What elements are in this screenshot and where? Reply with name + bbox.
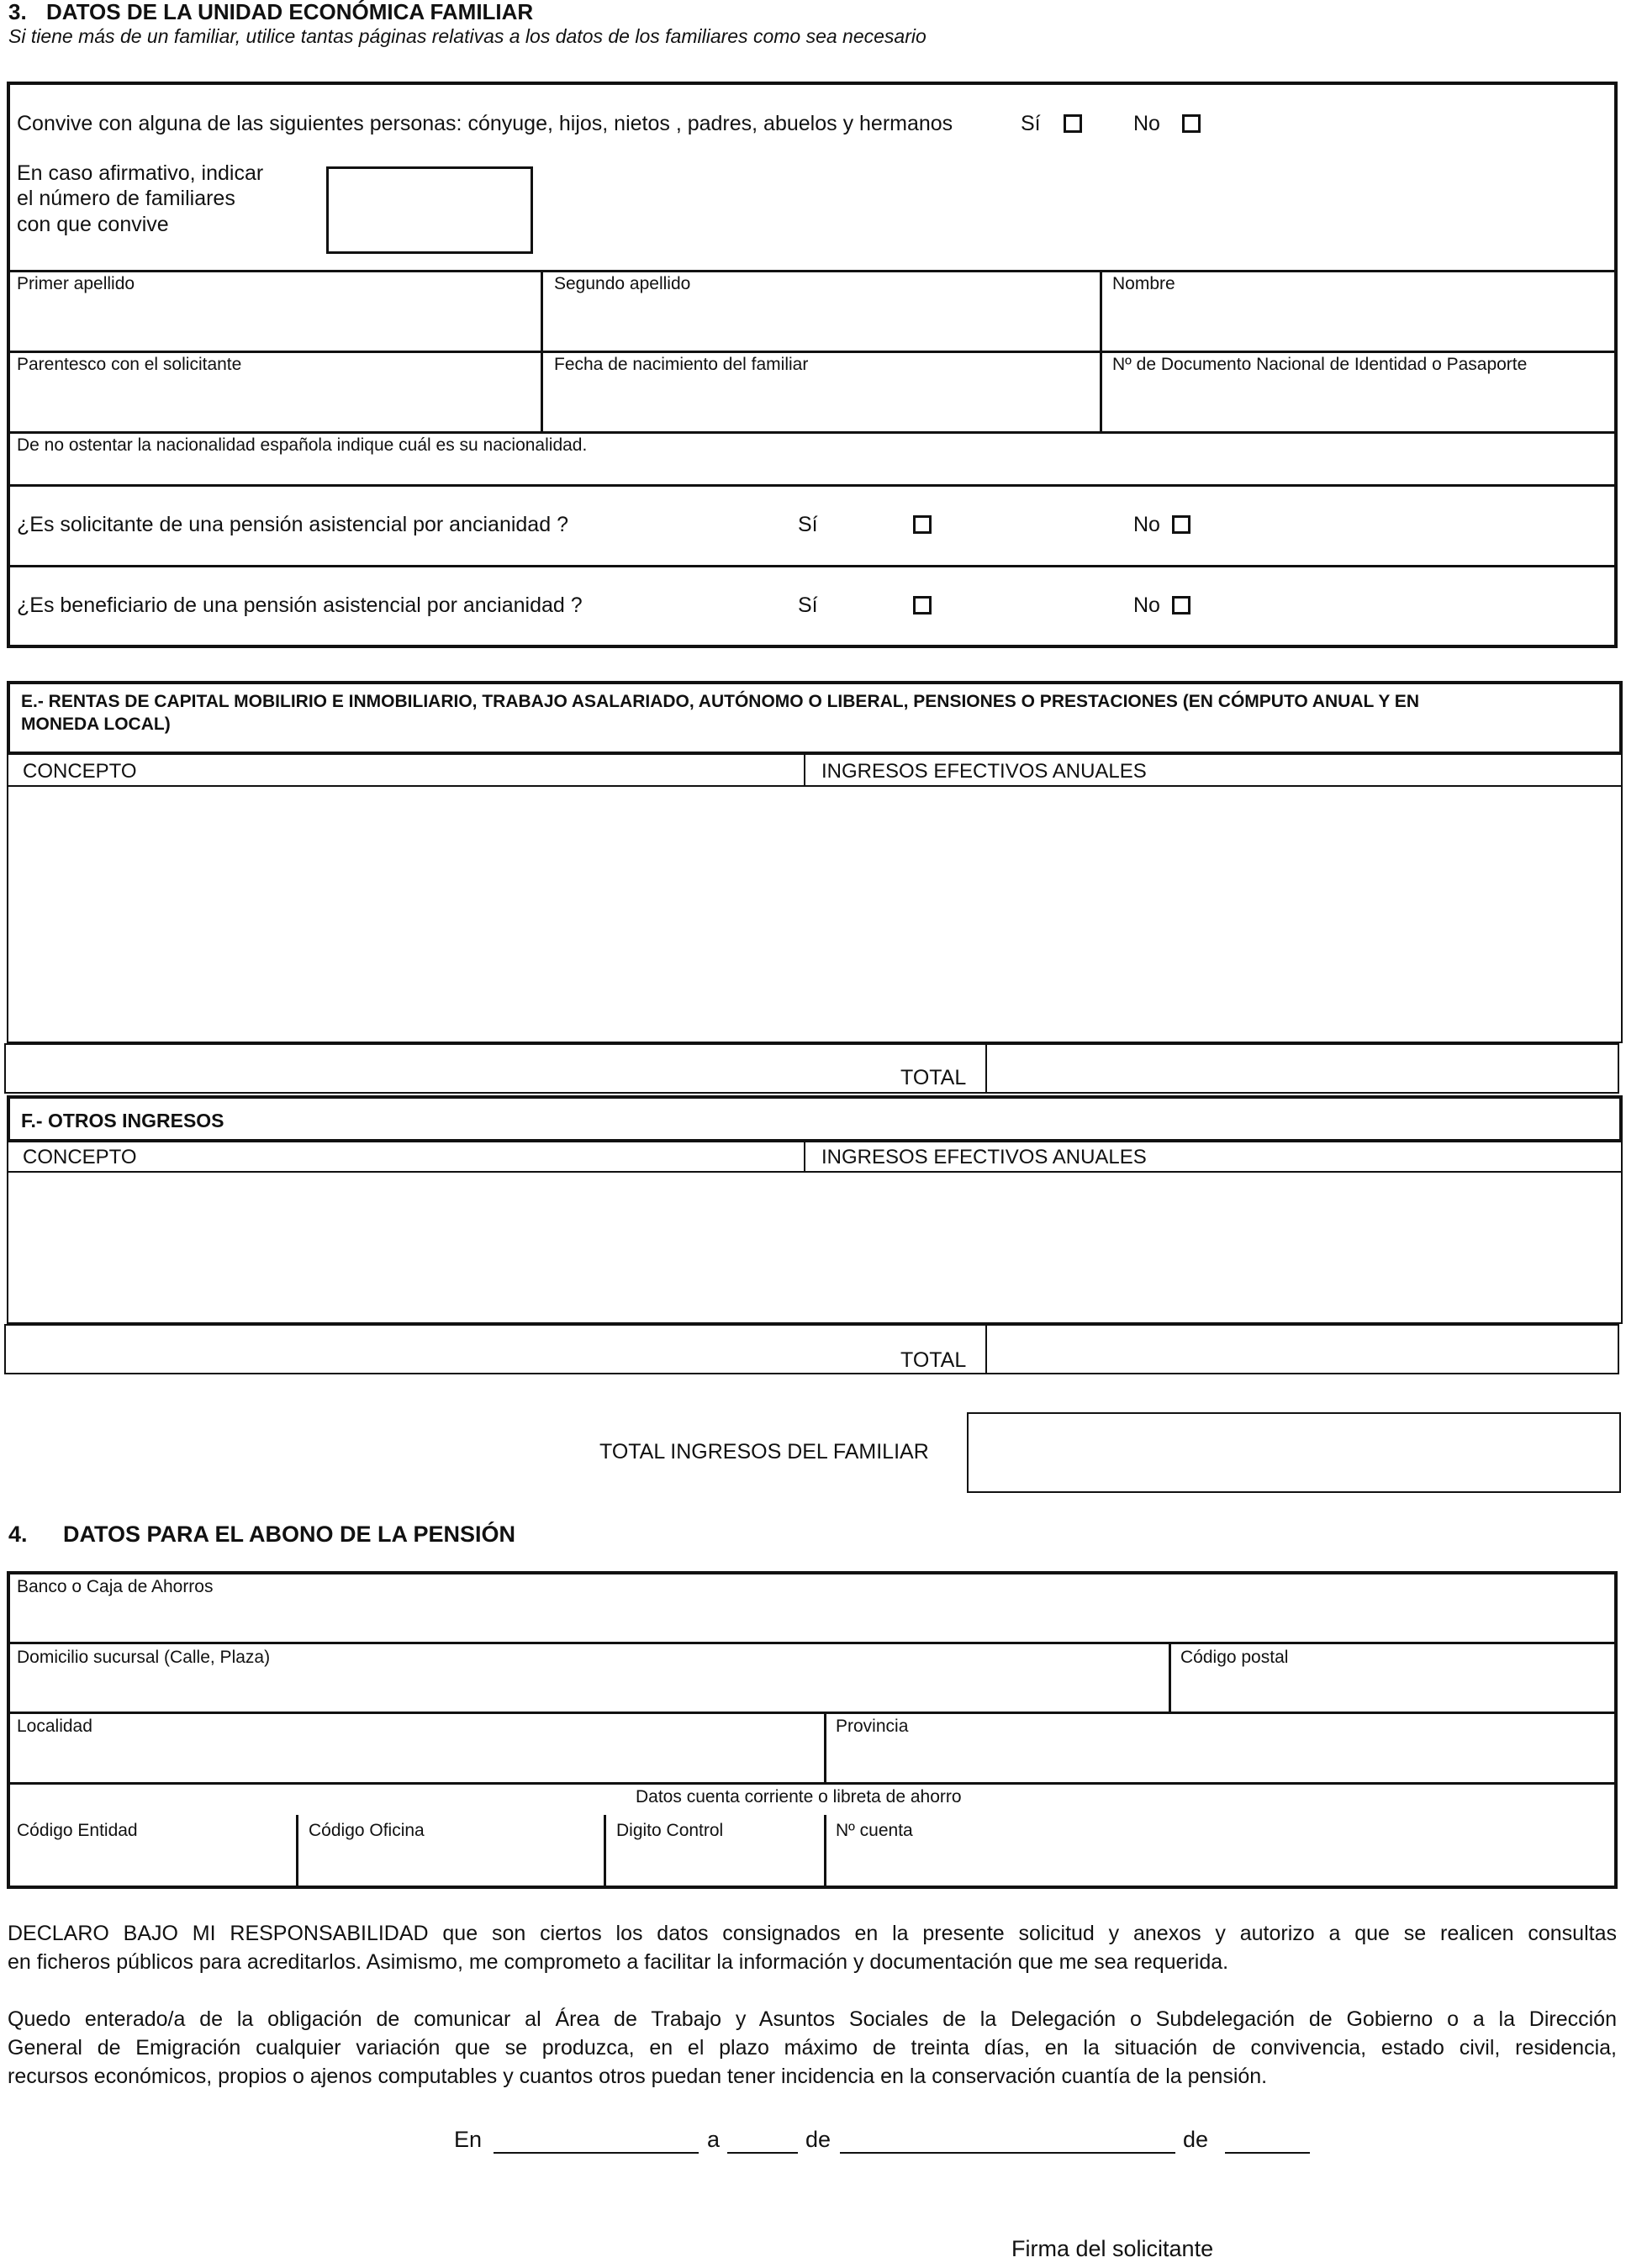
divider [7, 785, 1623, 787]
bank-field[interactable] [10, 1599, 1614, 1639]
divider [7, 1171, 1623, 1173]
pension-beneficiary-yes-label: Sí [798, 593, 818, 617]
declaration-p1-line-2: en ficheros públicos para acreditarlos. Asimismo, me comprometo a facilitar la información y documentación que me sea requerida. [8, 1950, 1229, 1974]
family-count-label-1: En caso afirmativo, indicar [17, 161, 264, 185]
divider [7, 1642, 1618, 1644]
date-en-label: En [454, 2127, 483, 2152]
declaration-paragraph-2 [8, 2005, 1617, 2091]
declaration-p2-line-3: recursos económicos, propios o ajenos computables y cuantos otros puedan tener incidencia en la conservación cuantía de la pensión. [8, 2065, 1268, 2088]
id-document-field[interactable] [1105, 377, 1613, 429]
signature-label: Firma del solicitante [1011, 2236, 1214, 2261]
divider [7, 1782, 1618, 1785]
province-label: Provincia [836, 1717, 909, 1736]
branch-address-label: Domicilio sucursal (Calle, Plaza) [17, 1648, 271, 1667]
divider [804, 1141, 805, 1171]
section-f-concept-header: CONCEPTO [23, 1146, 137, 1168]
pension-beneficiary-question: ¿Es beneficiario de una pensión asistencial por ancianidad ? [17, 593, 583, 617]
divider [824, 1815, 826, 1889]
divider [985, 1324, 987, 1374]
date-a-label: a [707, 2127, 721, 2152]
divider [7, 270, 1618, 272]
family-count-input[interactable] [326, 166, 533, 254]
cohabit-question: Convive con alguna de las siguientes personas: cónyuge, hijos, nietos , padres, abuelos y hermanos [17, 112, 953, 135]
divider [7, 431, 1618, 434]
declaration-p2-line-1: Quedo enterado/a de la obligación de comunicar al Área de Trabajo y Asuntos Sociales de la Delegación o Subdelegación de Gobierno o a la Dirección [8, 2007, 1617, 2031]
id-document-label: Nº de Documento Nacional de Identidad o Pasaporte [1112, 355, 1528, 374]
section-f-entries-area[interactable] [10, 1174, 1619, 1321]
date-de2-label: de [1183, 2127, 1209, 2152]
divider [1100, 270, 1102, 431]
nationality-label: De no ostentar la nacionalidad española indique cuál es su nacionalidad. [17, 435, 588, 455]
branch-address-field[interactable] [10, 1669, 1165, 1709]
second-surname-field[interactable] [546, 296, 1096, 348]
divider [7, 351, 1618, 353]
entity-code-label: Código Entidad [17, 1821, 138, 1840]
section-e-concept-header: CONCEPTO [23, 760, 137, 783]
family-count-label-2: el número de familiares [17, 187, 235, 210]
first-surname-label: Primer apellido [17, 274, 135, 293]
section-f-total-field[interactable] [989, 1327, 1616, 1372]
section-f-header-box [7, 1095, 1623, 1142]
date-day-field[interactable] [727, 2152, 798, 2154]
divider [804, 753, 805, 785]
bank-label: Banco o Caja de Ahorros [17, 1577, 214, 1596]
family-total-label: TOTAL INGRESOS DEL FAMILIAR [599, 1440, 929, 1464]
date-year-field[interactable] [1225, 2152, 1310, 2154]
account-number-label: Nº cuenta [836, 1821, 913, 1840]
account-data-label: Datos cuenta corriente o libreta de ahorro [636, 1787, 962, 1806]
relationship-field[interactable] [10, 377, 538, 429]
entity-code-field[interactable] [10, 1843, 293, 1886]
cohabit-no-checkbox[interactable] [1182, 114, 1201, 133]
divider [1169, 1642, 1171, 1712]
divider [985, 1043, 987, 1094]
account-number-field[interactable] [829, 1843, 1614, 1886]
pension-applicant-yes-label: Sí [798, 513, 818, 536]
pension-applicant-question: ¿Es solicitante de una pensión asistencial por ancianidad ? [17, 513, 568, 536]
pension-applicant-no-label: No [1133, 513, 1160, 536]
office-code-field[interactable] [301, 1843, 600, 1886]
name-label: Nombre [1112, 274, 1175, 293]
section-f-title: F.- OTROS INGRESOS [21, 1110, 224, 1131]
declaration-p1-line-1: DECLARO BAJO MI RESPONSABILIDAD que son ciertos los datos consignados en la presente solicitud y anexos y autorizo a que se realicen consultas [8, 1922, 1617, 1945]
section-e-title-1: E.- RENTAS DE CAPITAL MOBILIRIO E INMOBILIARIO, TRABAJO ASALARIADO, AUTÓNOMO O LIBERAL, PENSIONES O PRESTACIONES (EN CÓMPUTO ANUAL Y EN [21, 692, 1419, 711]
divider [7, 484, 1618, 487]
section3-title: DATOS DE LA UNIDAD ECONÓMICA FAMILIAR [46, 0, 534, 24]
pension-beneficiary-no-checkbox[interactable] [1172, 596, 1190, 614]
cohabit-yes-checkbox[interactable] [1064, 114, 1082, 133]
postal-code-label: Código postal [1180, 1648, 1289, 1667]
first-surname-field[interactable] [10, 296, 538, 348]
control-digit-field[interactable] [609, 1843, 821, 1886]
divider [604, 1815, 606, 1889]
pension-beneficiary-yes-checkbox[interactable] [913, 596, 932, 614]
province-field[interactable] [829, 1738, 1614, 1780]
cohabit-yes-label: Sí [1021, 112, 1041, 135]
locality-field[interactable] [10, 1738, 821, 1780]
section4-title: DATOS PARA EL ABONO DE LA PENSIÓN [63, 1522, 516, 1547]
cohabit-no-label: No [1133, 112, 1160, 135]
section-f-total-label: TOTAL [900, 1348, 967, 1372]
divider [7, 565, 1618, 567]
declaration-paragraph-1 [8, 1919, 1617, 1976]
section-e-total-field[interactable] [989, 1046, 1616, 1091]
divider [541, 270, 543, 431]
name-field[interactable] [1105, 296, 1613, 348]
locality-label: Localidad [17, 1717, 92, 1736]
pension-beneficiary-no-label: No [1133, 593, 1160, 617]
nationality-field[interactable] [10, 457, 1613, 483]
second-surname-label: Segundo apellido [554, 274, 691, 293]
section3-number: 3. [8, 0, 27, 24]
section-e-income-header: INGRESOS EFECTIVOS ANUALES [821, 760, 1147, 783]
office-code-label: Código Oficina [309, 1821, 425, 1840]
relationship-label: Parentesco con el solicitante [17, 355, 242, 374]
date-de1-label: de [805, 2127, 831, 2152]
pension-applicant-no-checkbox[interactable] [1172, 515, 1190, 534]
section4-number: 4. [8, 1522, 28, 1547]
postal-code-field[interactable] [1174, 1669, 1614, 1709]
section-e-entries-area[interactable] [10, 789, 1619, 1041]
section-e-title-2: MONEDA LOCAL) [21, 715, 171, 734]
birth-date-field[interactable] [546, 377, 1096, 429]
divider [296, 1815, 298, 1889]
section-f-income-header: INGRESOS EFECTIVOS ANUALES [821, 1146, 1147, 1168]
declaration-p2-line-2: General de Emigración cualquier variación que se produzca, en el plazo máximo de treinta días, en la situación de convivencia, estado civil, residencia, [8, 2036, 1617, 2060]
divider [824, 1712, 826, 1782]
date-place-field[interactable] [494, 2152, 699, 2154]
date-month-field[interactable] [840, 2152, 1175, 2154]
section-e-total-label: TOTAL [900, 1066, 967, 1089]
section3-subtitle: Si tiene más de un familiar, utilice tantas páginas relativas a los datos de los familiares como sea necesario [8, 25, 927, 47]
family-total-field[interactable] [967, 1412, 1621, 1493]
birth-date-label: Fecha de nacimiento del familiar [554, 355, 809, 374]
family-count-label-3: con que convive [17, 213, 169, 236]
pension-applicant-yes-checkbox[interactable] [913, 515, 932, 534]
control-digit-label: Digito Control [616, 1821, 724, 1840]
divider [7, 1712, 1618, 1714]
